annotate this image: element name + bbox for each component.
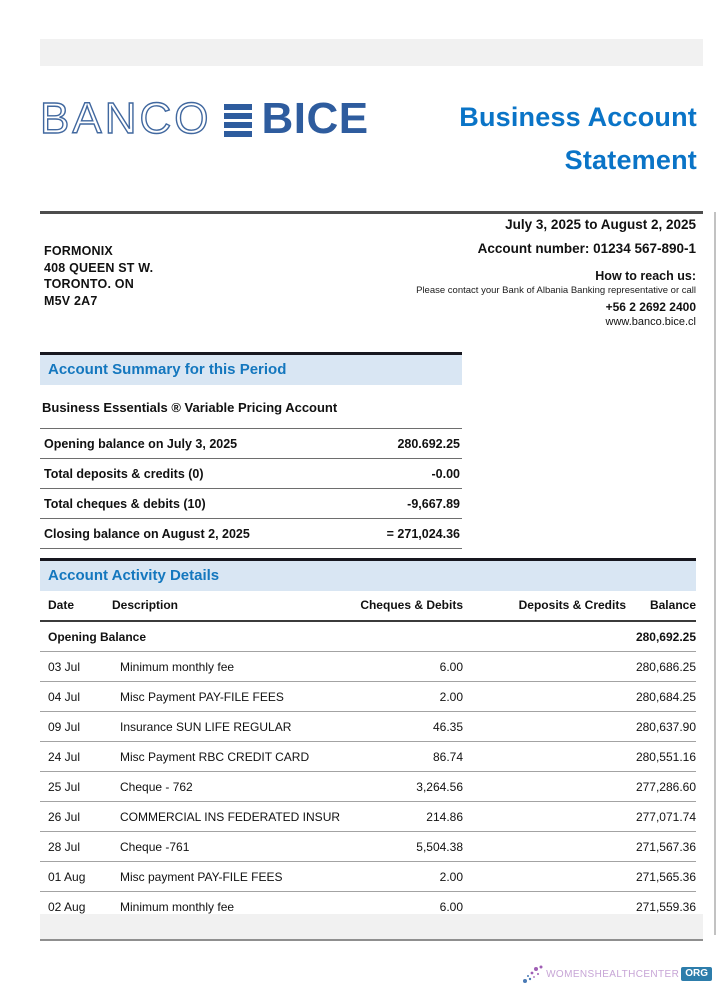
watermark: [522, 963, 712, 985]
cell-credit: [463, 862, 626, 892]
activity-row: [40, 832, 696, 862]
column-header-date: Date: [40, 591, 112, 621]
cell-description: Cheque - 762: [112, 772, 357, 802]
contact-website: www.banco.bice.cl: [605, 316, 696, 328]
column-header-balance: Balance: [626, 591, 696, 621]
cell-date: 26 Jul: [40, 802, 112, 832]
cell-credit: [463, 712, 626, 742]
column-header-credits: Deposits & Credits: [463, 591, 626, 621]
cell-credit: [463, 621, 626, 652]
summary-row-label: Closing balance on August 2, 2025: [44, 526, 250, 541]
cell-balance: 280,684.25: [626, 682, 696, 712]
contact-block: [416, 269, 696, 329]
cell-date: 01 Aug: [40, 862, 112, 892]
activity-row: [40, 862, 696, 892]
cell-description: Minimum monthly fee: [112, 652, 357, 682]
cell-description: COMMERCIAL INS FEDERATED INSUR: [112, 802, 357, 832]
customer-address: [44, 243, 153, 309]
opening-balance-row: [40, 621, 696, 652]
cell-debit: 86.74: [357, 742, 463, 772]
activity-row: [40, 652, 696, 682]
cell-debit: 2.00: [357, 682, 463, 712]
opening-balance-label: Opening Balance: [40, 621, 357, 652]
cell-balance: 280,637.90: [626, 712, 696, 742]
cell-credit: [463, 742, 626, 772]
summary-section-header: Account Summary for this Period: [40, 352, 462, 385]
cell-date: 25 Jul: [40, 772, 112, 802]
cell-balance: 277,286.60: [626, 772, 696, 802]
cell-description: Misc Payment PAY-FILE FEES: [112, 682, 357, 712]
account-type-label: Business Essentials ® Variable Pricing Account: [42, 400, 338, 415]
cell-date: 24 Jul: [40, 742, 112, 772]
activity-row: [40, 802, 696, 832]
summary-row-label: Total deposits & credits (0): [44, 466, 204, 481]
cell-credit: [463, 802, 626, 832]
logo-banco-text: BANCO: [40, 94, 212, 143]
cell-balance: 271,565.36: [626, 862, 696, 892]
cell-balance: 271,559.36: [626, 892, 696, 922]
summary-row-label: Total cheques & debits (10): [44, 496, 206, 511]
cell-date: 02 Aug: [40, 892, 112, 922]
summary-row: [40, 519, 462, 549]
bank-logo: [40, 94, 369, 143]
summary-table: [40, 428, 462, 549]
cell-date: 28 Jul: [40, 832, 112, 862]
activity-row: [40, 742, 696, 772]
cell-debit: 6.00: [357, 652, 463, 682]
page-edge-line: [714, 212, 716, 935]
cell-balance: 271,567.36: [626, 832, 696, 862]
column-header-debits: Cheques & Debits: [357, 591, 463, 621]
cell-description: Insurance SUN LIFE REGULAR: [112, 712, 357, 742]
summary-row: [40, 459, 462, 489]
contact-title: How to reach us:: [595, 269, 696, 283]
customer-address-line3: M5V 2A7: [44, 293, 98, 308]
activity-row: [40, 712, 696, 742]
cell-credit: [463, 832, 626, 862]
cell-debit: 6.00: [357, 892, 463, 922]
activity-header-row: [40, 591, 696, 621]
cell-date: 04 Jul: [40, 682, 112, 712]
watermark-badge: ORG: [681, 967, 712, 981]
document-title: [459, 96, 697, 182]
activity-row: [40, 682, 696, 712]
cell-balance: 280,686.25: [626, 652, 696, 682]
statement-period: July 3, 2025 to August 2, 2025: [505, 217, 696, 232]
cell-description: Misc Payment RBC CREDIT CARD: [112, 742, 357, 772]
cell-description: Cheque -761: [112, 832, 357, 862]
contact-phone: +56 2 2692 2400: [605, 300, 696, 314]
cell-debit: 2.00: [357, 862, 463, 892]
summary-row: [40, 429, 462, 459]
activity-row: [40, 772, 696, 802]
activity-table: [40, 591, 696, 922]
account-activity-section: [40, 558, 696, 922]
top-decoration-bar: [40, 39, 703, 66]
logo-bars-icon: [224, 104, 252, 137]
bottom-decoration-bar: [40, 914, 703, 941]
document-title-line2: Statement: [564, 145, 697, 175]
account-number: [478, 241, 696, 256]
cell-description: Minimum monthly fee: [112, 892, 357, 922]
customer-name: FORMONIX: [44, 244, 113, 258]
cell-debit: 3,264.56: [357, 772, 463, 802]
summary-row-value: = 271,024.36: [386, 526, 460, 541]
cell-credit: [463, 772, 626, 802]
summary-row-value: -9,667.89: [407, 496, 460, 511]
cell-debit: 214.86: [357, 802, 463, 832]
watermark-text: WOMENSHEALTHCENTER: [546, 968, 680, 980]
cell-date: 09 Jul: [40, 712, 112, 742]
cell-balance: 280,692.25: [626, 621, 696, 652]
cell-debit: 46.35: [357, 712, 463, 742]
customer-address-line1: 408 QUEEN ST W.: [44, 260, 154, 275]
column-header-description: Description: [112, 591, 357, 621]
account-number-value: 01234 567-890-1: [593, 241, 696, 256]
cell-balance: 277,071.74: [626, 802, 696, 832]
customer-address-line2: TORONTO. ON: [44, 277, 134, 291]
summary-row-label: Opening balance on July 3, 2025: [44, 436, 238, 451]
cell-date: 03 Jul: [40, 652, 112, 682]
activity-section-header: Account Activity Details: [40, 558, 696, 591]
summary-row-value: -0.00: [431, 466, 460, 481]
cell-description: Misc payment PAY-FILE FEES: [112, 862, 357, 892]
cell-credit: [463, 652, 626, 682]
account-number-label: Account number:: [477, 241, 590, 256]
cell-balance: 280,551.16: [626, 742, 696, 772]
cell-debit: 5,504.38: [357, 832, 463, 862]
cell-debit: [357, 621, 463, 652]
cell-credit: [463, 682, 626, 712]
logo-bice-text: BICE: [261, 94, 369, 143]
summary-row: [40, 489, 462, 519]
dots-swirl-icon: [522, 963, 544, 985]
account-summary-section: [40, 352, 462, 549]
document-title-line1: Business Account: [459, 102, 697, 132]
header-divider: [40, 211, 703, 214]
contact-text: Please contact your Bank of Albania Banking representative or call: [416, 285, 696, 296]
summary-row-value: 280.692.25: [397, 436, 460, 451]
